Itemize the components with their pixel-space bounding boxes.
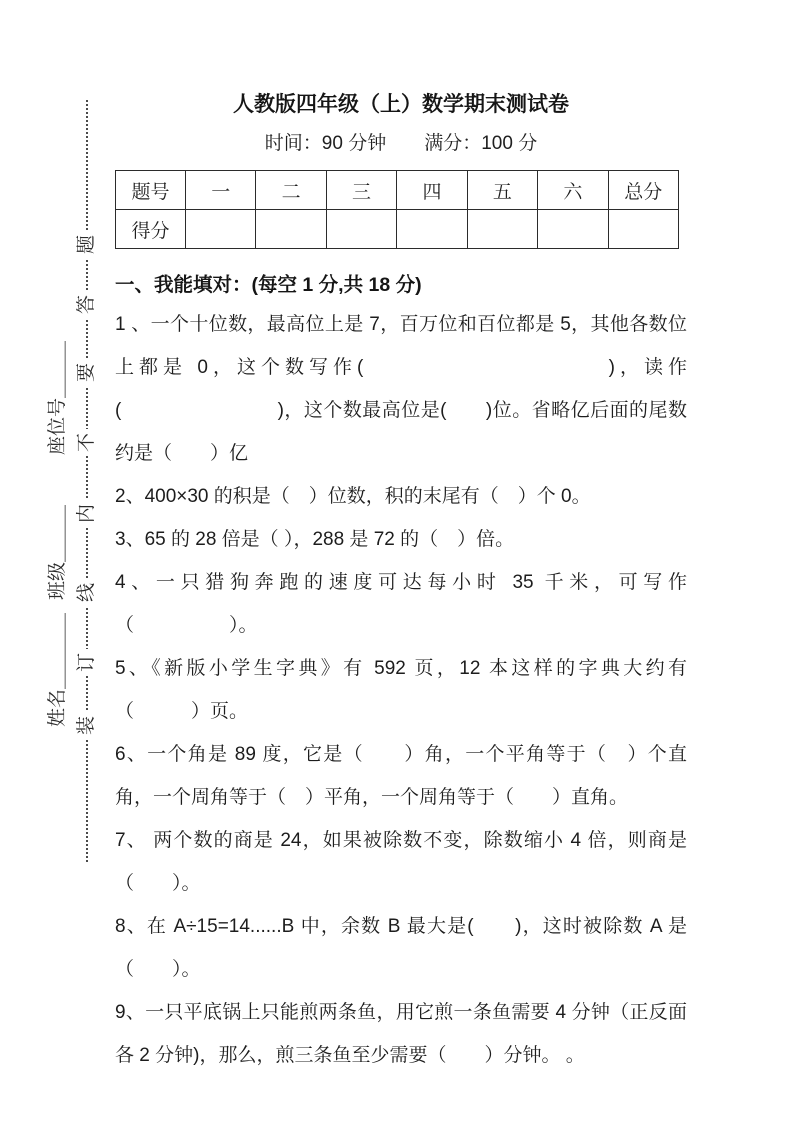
question-5: 5、《新版小学生字典》有 592 页，12 本这样的字典大约有（ ）页。 bbox=[115, 658, 687, 722]
score-table-column-header: 二 bbox=[256, 171, 326, 210]
name-label: 姓名＿＿＿＿ bbox=[47, 612, 68, 727]
question-1: 1 、一个十位数，最高位上是 7，百万位和百位都是 5，其他各数位上都是 0，这个数写作( )，读作( )，这个数最高位是( )位。省略亿后面的尾数约是（ ）亿 bbox=[115, 314, 687, 464]
score-row-label: 得分 bbox=[116, 210, 186, 249]
question-9: 9、一只平底锅上只能煎两条鱼，用它煎一条鱼需要 4 分钟（正反面各 2 分钟)，那么，煎三条鱼至少需要（ ）分钟。 。 bbox=[115, 1002, 687, 1066]
question-7: 7、 两个数的商是 24，如果被除数不变，除数缩小 4 倍，则商是（ ）。 bbox=[115, 830, 687, 894]
score-table-column-header: 一 bbox=[186, 171, 256, 210]
score-table-header-row bbox=[116, 171, 679, 210]
binding-char: 题 bbox=[75, 231, 99, 258]
score-table-corner-label: 题号 bbox=[116, 171, 186, 210]
page-title: 人教版四年级（上）数学期末测试卷 bbox=[233, 93, 569, 116]
question-6: 6、一个角是 89 度，它是（ ）角，一个平角等于（ ）个直角，一个周角等于（ ）平角，一个周角等于（ ）直角。 bbox=[115, 744, 687, 808]
question-3: 3、65 的 28 倍是（ ），288 是 72 的（ ）倍。 bbox=[115, 529, 515, 550]
binding-char: 订 bbox=[75, 649, 99, 676]
score-cell bbox=[326, 210, 396, 249]
exam-time-score-info: 时间：90 分钟 满分：100 分 bbox=[264, 133, 538, 154]
class-label: 班级＿＿＿ bbox=[47, 504, 68, 600]
question-2: 2、400×30 的积是（ ）位数，积的末尾有（ ）个 0。 bbox=[115, 486, 591, 507]
seat-number-label: 座位号＿＿＿ bbox=[47, 340, 68, 455]
score-table-score-row bbox=[116, 210, 679, 249]
question-4: 4、一只猎狗奔跑的速度可达每小时 35 千米，可写作（ ）。 bbox=[115, 572, 687, 636]
score-table-column-header: 五 bbox=[467, 171, 537, 210]
score-cell bbox=[397, 210, 467, 249]
score-cell bbox=[608, 210, 678, 249]
content-column bbox=[115, 90, 687, 1077]
binding-char: 答 bbox=[75, 291, 99, 318]
question-8: 8、在 A÷15=14......B 中，余数 B 最大是( )，这时被除数 A 是（ ）。 bbox=[115, 916, 687, 980]
score-table-column-header: 总分 bbox=[608, 171, 678, 210]
score-cell bbox=[256, 210, 326, 249]
binding-char: 线 bbox=[75, 579, 99, 606]
binding-char: 内 bbox=[75, 500, 99, 527]
score-cell bbox=[186, 210, 256, 249]
score-table bbox=[115, 170, 679, 249]
binding-char: 不 bbox=[75, 429, 99, 456]
score-table-column-header: 三 bbox=[326, 171, 396, 210]
binding-char: 要 bbox=[75, 359, 99, 386]
score-table-column-header: 六 bbox=[538, 171, 608, 210]
score-cell bbox=[467, 210, 537, 249]
binding-dotted-line bbox=[86, 100, 88, 862]
binding-char: 装 bbox=[75, 712, 99, 739]
section-1-heading: 一、我能填对：(每空 1 分,共 18 分) bbox=[115, 274, 422, 296]
score-cell bbox=[538, 210, 608, 249]
score-table-column-header: 四 bbox=[397, 171, 467, 210]
